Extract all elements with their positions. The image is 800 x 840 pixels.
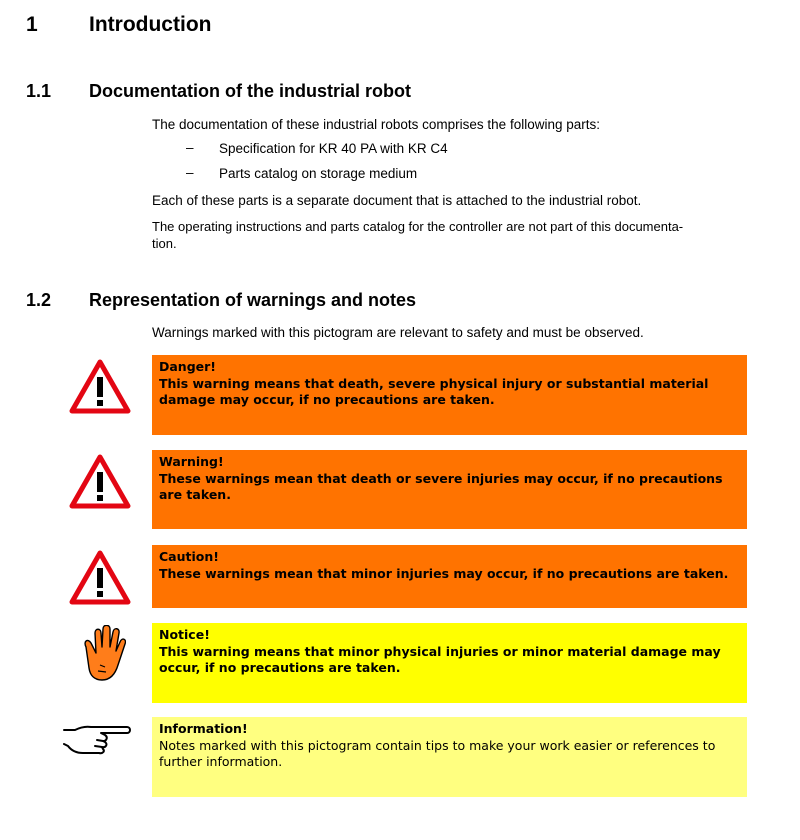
list-item: Parts catalog on storage medium [219,166,418,181]
warning-triangle-icon [67,548,133,608]
caution-note [152,545,747,608]
stop-hand-icon [80,625,126,683]
section-intro: Warnings marked with this pictogram are relevant to safety and must be observed. [152,325,644,340]
paragraph: The operating instructions and parts catalog for the controller are not part of this documenta- [152,219,684,234]
information-note [152,717,747,797]
notice-note [152,623,747,703]
section-number: 1.1 [26,81,52,101]
note-title: Caution! [159,549,219,564]
note-title: Information! [159,721,248,736]
note-text: These warnings mean that death or severe injuries may occur, if no precautions are taken. [159,471,723,502]
list-item: Specification for KR 40 PA with KR C4 [219,141,448,156]
chapter-number: 1 [26,13,38,36]
note-title: Danger! [159,359,217,374]
warning-note [152,450,747,529]
paragraph: tion. [152,236,177,251]
note-text: This warning means that death, severe physical injury or substantial material damage may occur, if no precautions are taken. [159,376,709,407]
section-title: Representation of warnings and notes [89,290,417,310]
section-number: 1.2 [26,290,52,310]
danger-note [152,355,747,435]
list-bullet: – [186,165,194,180]
note-title: Warning! [159,454,224,469]
pointing-hand-icon [61,722,133,756]
warning-triangle-icon [67,452,133,512]
warning-triangle-icon [67,357,133,417]
section-title: Documentation of the industrial robot [89,81,411,101]
section-intro: The documentation of these industrial robots comprises the following parts: [152,117,600,132]
note-text: These warnings mean that minor injuries may occur, if no precautions are taken. [159,566,729,581]
chapter-title: Introduction [89,13,212,36]
note-text: This warning means that minor physical injuries or minor material damage may occur, if no precautions are taken. [159,644,721,675]
list-bullet: – [186,140,194,155]
note-text: Notes marked with this pictogram contain tips to make your work easier or references to further information. [159,738,716,769]
paragraph: Each of these parts is a separate document that is attached to the industrial robot. [152,193,642,208]
note-title: Notice! [159,627,210,642]
